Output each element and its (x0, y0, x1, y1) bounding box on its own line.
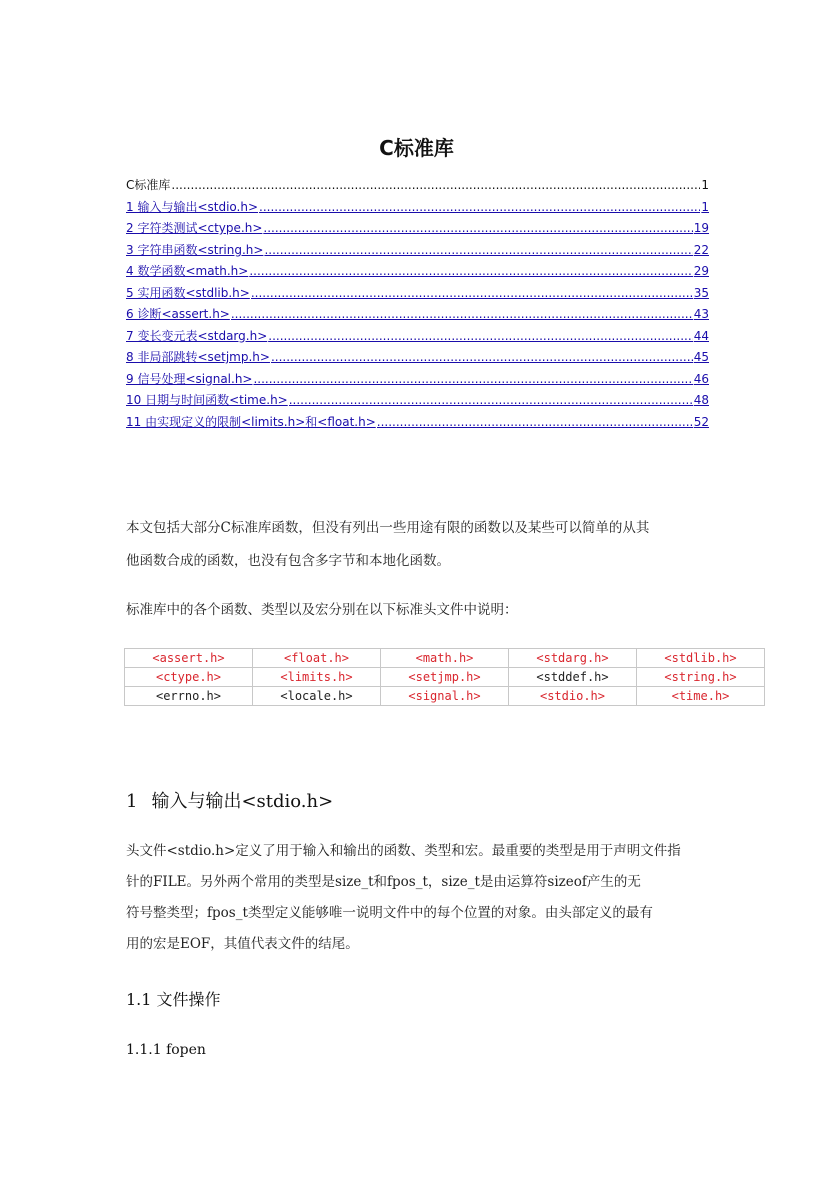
header-file-cell: <time.h> (637, 687, 765, 706)
stdio-line: 针的FILE。另外两个常用的类型是size_t和fpos_t，size_t是由运算符sizeof产生的无 (126, 874, 641, 890)
toc-entry[interactable] (126, 348, 709, 370)
toc-entry[interactable] (126, 413, 709, 435)
intro-line: 他函数合成的函数，也没有包含多字节和本地化函数。 (126, 553, 450, 569)
toc-entry-label: 6 诊断<assert.h> (126, 307, 230, 321)
table-row (125, 668, 765, 687)
toc-entry-label: 5 实用函数<stdlib.h> (126, 285, 250, 300)
toc-entry-label: 1 输入与输出<stdio.h> (126, 199, 259, 214)
toc-entry-label: 7 变长变元表<stdarg.h> (126, 328, 268, 343)
section-heading-1-1: 1.1 文件操作 (126, 990, 221, 1009)
stdio-line: 头文件<stdio.h>定义了用于输入和输出的函数、类型和宏。最重要的类型是用于声明文件指 (126, 843, 681, 859)
toc-leader-dots (253, 372, 692, 386)
toc-entry[interactable] (126, 370, 709, 392)
toc-entry-page: 48 (693, 393, 709, 407)
header-file-cell: <limits.h> (253, 668, 381, 687)
toc-leader-dots (263, 221, 692, 235)
toc-leader-dots (259, 200, 700, 214)
toc-entry-label: 4 数学函数<math.h> (126, 264, 249, 278)
section-heading-1 (126, 787, 333, 813)
toc-entry-label: 9 信号处理<signal.h> (126, 371, 253, 386)
toc-entry-page: 29 (693, 264, 709, 278)
toc-entry-page: 45 (693, 350, 709, 364)
header-file-cell: <setjmp.h> (381, 668, 509, 687)
toc-entry-label: C标准库 (126, 178, 171, 192)
table-row (125, 687, 765, 706)
toc-leader-dots (289, 393, 693, 407)
table-row (125, 649, 765, 668)
header-file-cell: <signal.h> (381, 687, 509, 706)
toc-entry-label: 11 由实现定义的限制<limits.h>和<float.h> (126, 414, 376, 429)
intro-line: 本文包括大部分C标准库函数，但没有列出一些用途有限的函数以及某些可以简单的从其 (126, 520, 650, 536)
toc-entry-page: 19 (693, 221, 709, 235)
stdio-description (126, 836, 711, 960)
intro-headers-sentence: 标准库中的各个函数、类型以及宏分别在以下标准头文件中说明： (126, 602, 518, 618)
toc-entry[interactable] (126, 198, 709, 220)
header-files-table (124, 648, 765, 706)
header-file-cell: <float.h> (253, 649, 381, 668)
header-file-cell: <ctype.h> (125, 668, 253, 687)
intro-paragraph (126, 512, 711, 578)
toc-entry (126, 176, 709, 198)
header-file-cell: <stdlib.h> (637, 649, 765, 668)
toc-entry-page: 46 (693, 371, 709, 386)
toc-entry[interactable] (126, 391, 709, 413)
header-file-cell: <assert.h> (125, 649, 253, 668)
toc-leader-dots (231, 307, 693, 321)
toc-entry[interactable] (126, 219, 709, 241)
section-title: 输入与输出<stdio.h> (151, 791, 334, 812)
toc-entry-page: 22 (693, 242, 709, 257)
toc-entry-label: 10 日期与时间函数<time.h> (126, 393, 288, 407)
toc-entry-page: 35 (693, 285, 709, 300)
header-file-cell: <stdio.h> (509, 687, 637, 706)
toc-entry-page: 52 (693, 414, 709, 429)
toc-entry[interactable] (126, 327, 709, 349)
header-file-cell: <stdarg.h> (509, 649, 637, 668)
toc-leader-dots (171, 178, 700, 192)
toc-leader-dots (249, 264, 692, 278)
section-number: 1 (126, 791, 138, 812)
table-of-contents (126, 176, 709, 434)
toc-leader-dots (377, 415, 693, 429)
toc-entry-page: 44 (693, 328, 709, 343)
header-file-cell: <string.h> (637, 668, 765, 687)
header-file-cell: <stddef.h> (509, 668, 637, 687)
toc-entry[interactable] (126, 284, 709, 306)
toc-entry-label: 2 字符类测试<ctype.h> (126, 221, 263, 235)
toc-entry-page: 43 (693, 307, 709, 321)
toc-leader-dots (268, 329, 692, 343)
document-title: C标准库 (379, 136, 454, 160)
section-heading-1-1-1: 1.1.1 fopen (126, 1042, 206, 1058)
toc-entry-page: 1 (701, 199, 709, 214)
toc-entry[interactable] (126, 305, 709, 327)
toc-entry[interactable] (126, 241, 709, 263)
toc-leader-dots (251, 286, 693, 300)
toc-entry-page: 1 (701, 178, 709, 192)
stdio-line: 符号整类型；fpos_t类型定义能够唯一说明文件中的每个位置的对象。由头部定义的最有 (126, 905, 653, 921)
toc-entry[interactable] (126, 262, 709, 284)
toc-entry-label: 3 字符串函数<string.h> (126, 242, 264, 257)
header-file-cell: <math.h> (381, 649, 509, 668)
header-file-cell: <locale.h> (253, 687, 381, 706)
header-file-cell: <errno.h> (125, 687, 253, 706)
toc-leader-dots (264, 243, 692, 257)
toc-leader-dots (271, 350, 693, 364)
stdio-line: 用的宏是EOF，其值代表文件的结尾。 (126, 936, 359, 952)
toc-entry-label: 8 非局部跳转<setjmp.h> (126, 350, 270, 364)
